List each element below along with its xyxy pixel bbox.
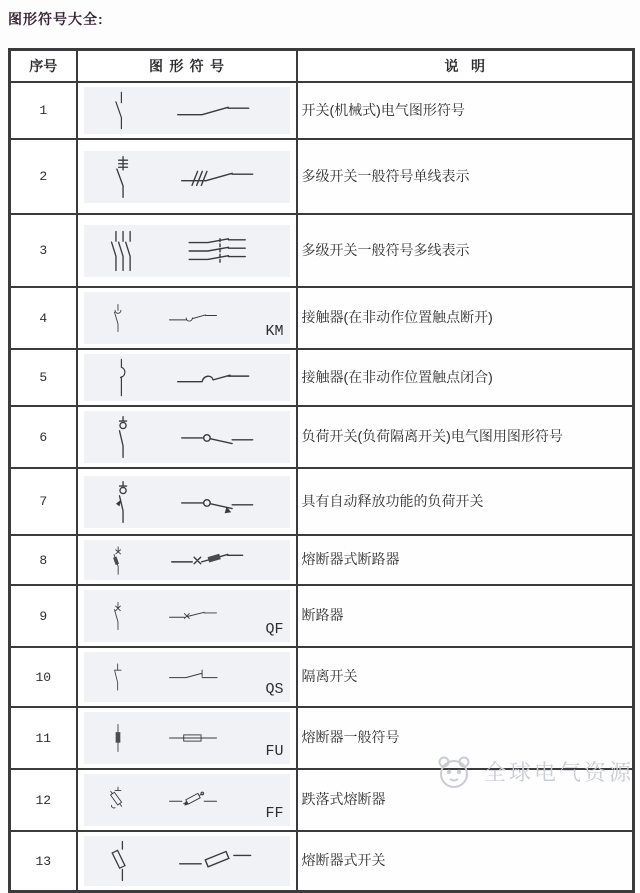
fuse-horizontal-icon — [167, 724, 219, 752]
row-index: 8 — [10, 535, 77, 585]
contactor-closed-horizontal-icon — [174, 364, 252, 392]
symbol-cell — [77, 585, 297, 647]
watermark-text: 全球电气资源 — [483, 759, 634, 785]
multi-switch-single-line-vertical-icon — [108, 154, 138, 200]
symbol-band — [84, 540, 290, 580]
symbol-band — [84, 225, 290, 277]
contactor-open-vertical-icon — [108, 295, 128, 341]
table-row — [10, 647, 634, 707]
symbol-cell — [77, 214, 297, 287]
table-row — [10, 82, 634, 139]
circuit-breaker-horizontal-icon — [167, 602, 219, 630]
page-title: 图形符号大全: — [8, 11, 104, 27]
symbol-band — [84, 590, 290, 642]
fuse-circuit-breaker-vertical-icon — [108, 545, 128, 576]
table-row — [10, 287, 634, 349]
isolator-horizontal-icon — [167, 663, 220, 691]
contactor-closed-vertical-icon — [108, 357, 135, 398]
symbol-band — [84, 652, 290, 702]
multi-switch-multi-line-vertical-icon — [108, 228, 138, 274]
symbol-cell — [77, 406, 297, 468]
row-index: 11 — [10, 707, 77, 769]
symbol-label: QS — [265, 681, 284, 698]
multi-switch-multi-line-horizontal-icon — [178, 237, 256, 265]
row-index: 4 — [10, 287, 77, 349]
header-symbol: 图形符号 — [77, 50, 297, 83]
switch-horizontal-icon — [174, 97, 252, 125]
symbol-cell — [77, 468, 297, 535]
row-index: 12 — [10, 769, 77, 831]
header-description: 说明 — [297, 50, 634, 83]
drop-out-fuse-horizontal-icon — [167, 786, 219, 814]
table-row — [10, 468, 634, 535]
symbol-band — [84, 712, 290, 764]
row-description: 熔断器式开关 — [297, 831, 634, 892]
table-header-row — [10, 50, 634, 83]
table-row — [10, 349, 634, 406]
symbol-cell — [77, 287, 297, 349]
row-index: 13 — [10, 831, 77, 892]
table-row — [10, 831, 634, 892]
row-description: 隔离开关 — [297, 647, 634, 707]
symbol-band — [84, 836, 290, 886]
row-description: 断路器 — [297, 585, 634, 647]
drop-out-fuse-vertical-icon — [108, 777, 128, 823]
fuse-switch-horizontal-icon — [176, 847, 254, 875]
symbol-band — [84, 151, 290, 203]
isolator-vertical-icon — [108, 655, 127, 699]
row-index: 1 — [10, 82, 77, 139]
symbol-label: KM — [265, 323, 284, 340]
multi-switch-single-line-horizontal-icon — [178, 163, 256, 191]
header-index: 序号 — [10, 50, 77, 83]
symbol-band — [84, 354, 290, 401]
fuse-vertical-icon — [108, 715, 128, 761]
symbol-cell — [77, 535, 297, 585]
table-row — [10, 585, 634, 647]
row-description: 跌落式熔断器 — [297, 769, 634, 831]
row-description: 熔断器式断路器 — [297, 535, 634, 585]
symbol-cell — [77, 831, 297, 892]
table-row — [10, 707, 634, 769]
table-row — [10, 535, 634, 585]
circuit-breaker-vertical-icon — [108, 593, 128, 639]
row-description: 具有自动释放功能的负荷开关 — [297, 468, 634, 535]
row-index: 2 — [10, 139, 77, 214]
load-switch-auto-release-vertical-icon — [108, 479, 138, 525]
symbol-label: FU — [265, 743, 284, 760]
row-description: 接触器(在非动作位置触点断开) — [297, 287, 634, 349]
contactor-open-horizontal-icon — [167, 304, 219, 332]
row-description: 多级开关一般符号单线表示 — [297, 139, 634, 214]
row-index: 3 — [10, 214, 77, 287]
row-description: 负荷开关(负荷隔离开关)电气图用图形符号 — [297, 406, 634, 468]
row-description: 接触器(在非动作位置触点闭合) — [297, 349, 634, 406]
table-row — [10, 214, 634, 287]
symbol-band — [84, 476, 290, 528]
symbol-cell — [77, 82, 297, 139]
load-switch-vertical-icon — [108, 414, 138, 460]
row-index: 7 — [10, 468, 77, 535]
symbol-band — [84, 411, 290, 463]
row-description: 多级开关一般符号多线表示 — [297, 214, 634, 287]
symbol-band — [84, 87, 290, 134]
table-row — [10, 139, 634, 214]
symbol-label: FF — [265, 805, 284, 822]
fuse-circuit-breaker-horizontal-icon — [168, 546, 246, 574]
table-row — [10, 406, 634, 468]
fuse-switch-vertical-icon — [108, 839, 137, 883]
symbol-cell — [77, 707, 297, 769]
symbol-band — [84, 774, 290, 826]
symbols-table — [8, 48, 635, 893]
symbol-band — [84, 292, 290, 344]
row-index: 6 — [10, 406, 77, 468]
row-index: 9 — [10, 585, 77, 647]
symbol-label: QF — [265, 621, 284, 638]
row-index: 10 — [10, 647, 77, 707]
row-index: 5 — [10, 349, 77, 406]
row-description: 熔断器一般符号 — [297, 707, 634, 769]
load-switch-horizontal-icon — [178, 423, 256, 451]
symbol-cell — [77, 139, 297, 214]
switch-vertical-icon — [108, 90, 135, 131]
symbol-cell — [77, 349, 297, 406]
symbol-cell — [77, 647, 297, 707]
table-row — [10, 769, 634, 831]
load-switch-auto-release-horizontal-icon — [178, 488, 256, 516]
row-description: 开关(机械式)电气图形符号 — [297, 82, 634, 139]
symbol-cell — [77, 769, 297, 831]
